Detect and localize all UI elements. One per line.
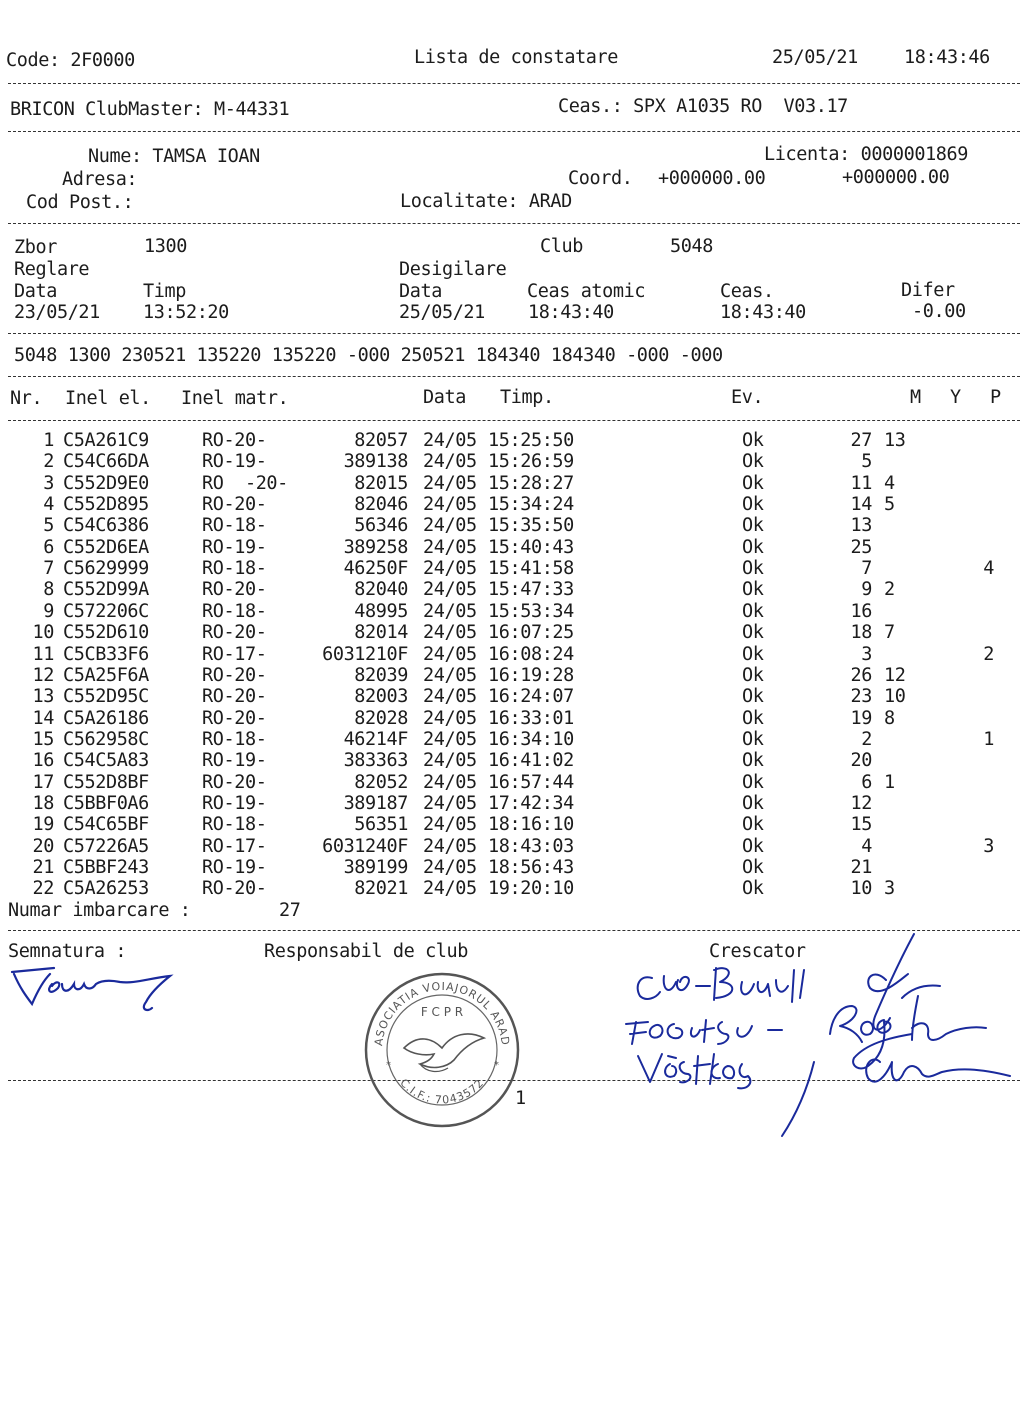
row-date: 24/05: [423, 686, 477, 707]
row-ring-prefix: RO-20-: [202, 878, 267, 899]
row-number: 5: [43, 515, 54, 536]
owner-address: Adresa:: [62, 169, 138, 190]
desigilare-label: Desigilare: [399, 259, 507, 280]
row-date: 24/05: [423, 558, 477, 579]
col-y: Y: [950, 387, 961, 408]
row-time: 17:42:34: [488, 793, 574, 814]
row-number: 9: [43, 601, 54, 622]
row-ring-prefix: RO-20-: [202, 686, 267, 707]
row-electronic-ring: C5A25F6A: [63, 665, 149, 686]
signature-left: [10, 960, 180, 1020]
row-ring-prefix: RO-18-: [202, 814, 267, 835]
row-number: 16: [32, 750, 54, 771]
row-time: 15:26:59: [488, 451, 574, 472]
row-ring-number: 82003: [354, 686, 408, 707]
row-electronic-ring: C54C65BF: [63, 814, 149, 835]
row-number: 17: [32, 772, 54, 793]
row-ring-number: 46250F: [343, 558, 408, 579]
col-inel-el: Inel el.: [65, 388, 151, 409]
page-number: 1: [515, 1088, 526, 1109]
row-date: 24/05: [423, 451, 477, 472]
row-p: 4: [983, 558, 994, 579]
row-ring-number: 6031240F: [322, 836, 408, 857]
row-ring-prefix: RO-20-: [202, 708, 267, 729]
row-event: Ok: [742, 814, 764, 835]
row-time: 15:34:24: [488, 494, 574, 515]
row-event: Ok: [742, 558, 764, 579]
row-ring-prefix: RO-19-: [202, 451, 267, 472]
row-time: 18:56:43: [488, 857, 574, 878]
des-date: 25/05/21: [399, 302, 485, 323]
row-m: 10: [850, 878, 872, 899]
row-p: 2: [983, 644, 994, 665]
row-electronic-ring: C572206C: [63, 601, 149, 622]
row-ring-number: 383363: [343, 750, 408, 771]
row-event: Ok: [742, 878, 764, 899]
row-m: 18: [850, 622, 872, 643]
row-time: 15:40:43: [488, 537, 574, 558]
row-ring-number: 48995: [354, 601, 408, 622]
row-event: Ok: [742, 750, 764, 771]
association-stamp: [360, 968, 524, 1128]
stamp-top-text: ASOCIATIA VOIAJORUL ARAD: [372, 979, 512, 1047]
row-date: 24/05: [423, 430, 477, 451]
row-ring-number: 82014: [354, 622, 408, 643]
system-id: BRICON ClubMaster: M-44331: [10, 99, 290, 120]
row-m: 13: [850, 515, 872, 536]
row-number: 3: [43, 473, 54, 494]
reg-time-label: Timp: [143, 281, 186, 302]
row-date: 24/05: [423, 537, 477, 558]
row-electronic-ring: C552D895: [63, 494, 149, 515]
col-inel-matr: Inel matr.: [181, 388, 289, 409]
row-ring-prefix: RO-20-: [202, 579, 267, 600]
row-time: 16:24:07: [488, 686, 574, 707]
reg-date-label: Data: [14, 281, 57, 302]
row-ring-prefix: RO-18-: [202, 729, 267, 750]
row-m: 26: [850, 665, 872, 686]
atomic-clock-label: Ceas atomic: [527, 281, 646, 302]
row-date: 24/05: [423, 878, 477, 899]
locality: Localitate: ARAD: [400, 191, 572, 212]
owner-name: Nume: TAMSA IOAN: [88, 146, 260, 167]
club-responsible-label: Responsabil de club: [264, 941, 469, 962]
row-ring-prefix: RO-18-: [202, 601, 267, 622]
row-m: 6: [861, 772, 872, 793]
row-time: 18:43:03: [488, 836, 574, 857]
row-ring-number: 46214F: [343, 729, 408, 750]
row-y: 3: [884, 878, 895, 899]
row-electronic-ring: C552D95C: [63, 686, 149, 707]
row-ring-prefix: RO-19-: [202, 750, 267, 771]
row-m: 23: [850, 686, 872, 707]
col-ev: Ev.: [731, 387, 764, 408]
row-time: 16:33:01: [488, 708, 574, 729]
row-event: Ok: [742, 708, 764, 729]
divider: [8, 223, 1020, 224]
row-event: Ok: [742, 494, 764, 515]
des-date-label: Data: [399, 281, 442, 302]
row-p: 3: [983, 836, 994, 857]
row-electronic-ring: C5CB33F6: [63, 644, 149, 665]
row-m: 4: [861, 836, 872, 857]
row-electronic-ring: C552D6EA: [63, 537, 149, 558]
row-number: 14: [32, 708, 54, 729]
svg-text:*: *: [386, 1060, 391, 1071]
row-event: Ok: [742, 515, 764, 536]
coord-label: Coord.: [568, 168, 633, 189]
reg-date: 23/05/21: [14, 302, 100, 323]
row-ring-number: 82015: [354, 473, 408, 494]
signature-right: [618, 926, 1022, 1138]
row-event: Ok: [742, 836, 764, 857]
divider: [8, 420, 1020, 421]
row-number: 2: [43, 451, 54, 472]
row-number: 22: [32, 878, 54, 899]
row-m: 11: [850, 473, 872, 494]
row-electronic-ring: C5629999: [63, 558, 149, 579]
row-number: 13: [32, 686, 54, 707]
row-electronic-ring: C5BBF243: [63, 857, 149, 878]
row-number: 21: [32, 857, 54, 878]
svg-text:*: *: [494, 1060, 499, 1071]
row-electronic-ring: C552D610: [63, 622, 149, 643]
row-ring-number: 389187: [343, 793, 408, 814]
row-ring-prefix: RO-20-: [202, 430, 267, 451]
reglare-label: Reglare: [14, 259, 90, 280]
row-ring-number: 82057: [354, 430, 408, 451]
row-m: 14: [850, 494, 872, 515]
divider: [8, 333, 1020, 334]
row-event: Ok: [742, 644, 764, 665]
col-p: P: [990, 387, 1001, 408]
row-event: Ok: [742, 430, 764, 451]
stamp-middle-text: F C P R: [420, 1005, 464, 1019]
row-m: 3: [861, 644, 872, 665]
row-ring-number: 82052: [354, 772, 408, 793]
owner-license: Licenta: 0000001869: [764, 144, 969, 165]
row-date: 24/05: [423, 515, 477, 536]
boarding-count-label: Numar imbarcare :: [8, 900, 191, 921]
atomic-clock-time: 18:43:40: [528, 302, 614, 323]
row-time: 15:35:50: [488, 515, 574, 536]
coord-2: +000000.00: [842, 167, 950, 188]
row-y: 10: [884, 686, 906, 707]
signature-label: Semnatura :: [8, 941, 127, 962]
row-ring-prefix: RO-19-: [202, 857, 267, 878]
row-ring-prefix: RO-20-: [202, 665, 267, 686]
row-time: 15:41:58: [488, 558, 574, 579]
row-number: 10: [32, 622, 54, 643]
row-event: Ok: [742, 473, 764, 494]
row-date: 24/05: [423, 601, 477, 622]
row-electronic-ring: C552D8BF: [63, 772, 149, 793]
col-timp: Timp.: [500, 387, 554, 408]
row-event: Ok: [742, 622, 764, 643]
row-ring-number: 56346: [354, 515, 408, 536]
row-electronic-ring: C552D99A: [63, 579, 149, 600]
row-ring-prefix: RO -20-: [202, 473, 288, 494]
row-ring-number: 389258: [343, 537, 408, 558]
row-date: 24/05: [423, 857, 477, 878]
row-m: 5: [861, 451, 872, 472]
row-ring-number: 82028: [354, 708, 408, 729]
row-number: 20: [32, 836, 54, 857]
row-electronic-ring: C5A26253: [63, 878, 149, 899]
row-electronic-ring: C5A26186: [63, 708, 149, 729]
print-time: 18:43:46: [904, 47, 990, 68]
row-ring-prefix: RO-20-: [202, 494, 267, 515]
row-y: 4: [884, 473, 895, 494]
row-electronic-ring: C54C6386: [63, 515, 149, 536]
divider: [8, 376, 1020, 377]
difference-value: -0.00: [912, 301, 966, 322]
row-m: 16: [850, 601, 872, 622]
divider: [8, 83, 1020, 84]
row-ring-prefix: RO-17-: [202, 836, 267, 857]
row-ring-number: 82046: [354, 494, 408, 515]
row-date: 24/05: [423, 708, 477, 729]
row-ring-number: 82039: [354, 665, 408, 686]
row-m: 21: [850, 857, 872, 878]
row-number: 15: [32, 729, 54, 750]
row-y: 8: [884, 708, 895, 729]
stamp-bottom-text: C.I.F.: 7043572: [397, 1076, 487, 1107]
row-date: 24/05: [423, 814, 477, 835]
row-date: 24/05: [423, 473, 477, 494]
col-data: Data: [423, 387, 466, 408]
row-time: 16:34:10: [488, 729, 574, 750]
row-y: 7: [884, 622, 895, 643]
row-date: 24/05: [423, 772, 477, 793]
row-ring-number: 6031210F: [322, 644, 408, 665]
postal-code: Cod Post.:: [26, 192, 134, 213]
row-event: Ok: [742, 601, 764, 622]
row-time: 16:57:44: [488, 772, 574, 793]
document-code: Code: 2F0000: [6, 50, 135, 71]
row-m: 7: [861, 558, 872, 579]
row-number: 18: [32, 793, 54, 814]
reg-time: 13:52:20: [143, 302, 229, 323]
row-time: 15:25:50: [488, 430, 574, 451]
row-date: 24/05: [423, 579, 477, 600]
row-time: 18:16:10: [488, 814, 574, 835]
row-time: 16:41:02: [488, 750, 574, 771]
row-date: 24/05: [423, 665, 477, 686]
row-ring-prefix: RO-20-: [202, 772, 267, 793]
row-y: 12: [884, 665, 906, 686]
row-number: 7: [43, 558, 54, 579]
row-event: Ok: [742, 686, 764, 707]
row-p: 1: [983, 729, 994, 750]
row-m: 9: [861, 579, 872, 600]
row-electronic-ring: C552D9E0: [63, 473, 149, 494]
row-time: 16:19:28: [488, 665, 574, 686]
row-event: Ok: [742, 729, 764, 750]
flight-label: Zbor: [14, 237, 57, 258]
row-event: Ok: [742, 451, 764, 472]
clock-time: 18:43:40: [720, 302, 806, 323]
row-event: Ok: [742, 665, 764, 686]
row-number: 1: [43, 430, 54, 451]
row-y: 1: [884, 772, 895, 793]
row-ring-number: 56351: [354, 814, 408, 835]
row-event: Ok: [742, 537, 764, 558]
row-electronic-ring: C5BBF0A6: [63, 793, 149, 814]
row-time: 15:53:34: [488, 601, 574, 622]
row-ring-number: 82040: [354, 579, 408, 600]
row-electronic-ring: C562958C: [63, 729, 149, 750]
difference-label: Difer: [901, 280, 955, 301]
row-m: 27: [850, 430, 872, 451]
row-m: 2: [861, 729, 872, 750]
row-date: 24/05: [423, 622, 477, 643]
row-number: 11: [32, 644, 54, 665]
row-date: 24/05: [423, 494, 477, 515]
row-ring-number: 82021: [354, 878, 408, 899]
coord-1: +000000.00: [658, 168, 766, 189]
club-label: Club: [540, 236, 583, 257]
col-nr: Nr.: [10, 388, 43, 409]
row-event: Ok: [742, 579, 764, 600]
svg-text:C.I.F.: 7043572: [397, 1076, 486, 1106]
row-time: 15:28:27: [488, 473, 574, 494]
row-m: 25: [850, 537, 872, 558]
row-number: 4: [43, 494, 54, 515]
col-m: M: [910, 387, 921, 408]
row-ring-number: 389138: [343, 451, 408, 472]
row-m: 19: [850, 708, 872, 729]
row-time: 15:47:33: [488, 579, 574, 600]
row-ring-prefix: RO-18-: [202, 558, 267, 579]
row-electronic-ring: C54C5A83: [63, 750, 149, 771]
row-ring-prefix: RO-18-: [202, 515, 267, 536]
row-date: 24/05: [423, 836, 477, 857]
clock-label: Ceas.: [720, 281, 774, 302]
row-ring-number: 389199: [343, 857, 408, 878]
row-electronic-ring: C57226A5: [63, 836, 149, 857]
row-y: 5: [884, 494, 895, 515]
code-line: 5048 1300 230521 135220 135220 -000 250521 184340 184340 -000 -000: [14, 345, 723, 366]
clock-id: Ceas.: SPX A1035 RO V03.17: [558, 96, 848, 117]
row-electronic-ring: C54C66DA: [63, 451, 149, 472]
club-number: 5048: [670, 236, 713, 257]
row-time: 19:20:10: [488, 878, 574, 899]
row-y: 2: [884, 579, 895, 600]
divider: [8, 131, 1020, 132]
boarding-count: 27: [279, 900, 301, 921]
row-date: 24/05: [423, 729, 477, 750]
row-ring-prefix: RO-20-: [202, 622, 267, 643]
row-number: 12: [32, 665, 54, 686]
flight-number: 1300: [144, 236, 187, 257]
breeder-label: Crescator: [709, 941, 806, 962]
row-event: Ok: [742, 772, 764, 793]
row-number: 19: [32, 814, 54, 835]
row-date: 24/05: [423, 644, 477, 665]
row-ring-prefix: RO-19-: [202, 537, 267, 558]
row-number: 8: [43, 579, 54, 600]
row-time: 16:07:25: [488, 622, 574, 643]
row-event: Ok: [742, 793, 764, 814]
row-y: 13: [884, 430, 906, 451]
document-title: Lista de constatare: [414, 47, 619, 68]
row-time: 16:08:24: [488, 644, 574, 665]
row-number: 6: [43, 537, 54, 558]
print-date: 25/05/21: [772, 47, 858, 68]
row-event: Ok: [742, 857, 764, 878]
row-date: 24/05: [423, 750, 477, 771]
row-ring-prefix: RO-19-: [202, 793, 267, 814]
row-date: 24/05: [423, 793, 477, 814]
row-m: 12: [850, 793, 872, 814]
row-m: 15: [850, 814, 872, 835]
row-m: 20: [850, 750, 872, 771]
row-ring-prefix: RO-17-: [202, 644, 267, 665]
row-electronic-ring: C5A261C9: [63, 430, 149, 451]
